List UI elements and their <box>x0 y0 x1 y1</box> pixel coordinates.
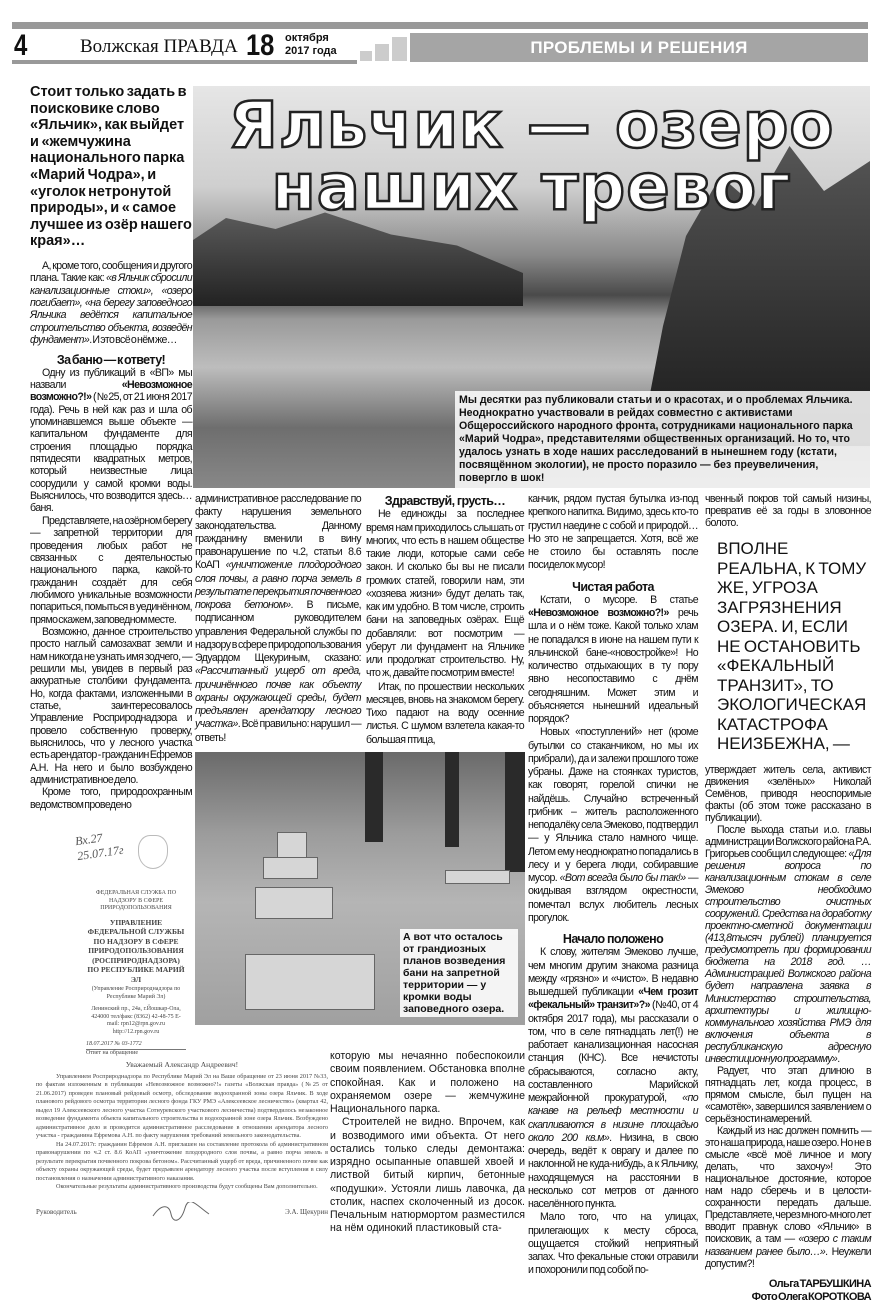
header-rule <box>12 22 868 29</box>
text-run: (№25, от 21 июня 2017 года). Речь в ней как раз и шла об упоминавшемся выше объекте — капитальном фундаменте для строения площадью порядка пятидесяти квадратных метров, который неизвестные лица соорудили у самой кромки воды. Выяснилось, что возводится здесь… баня. <box>30 391 192 515</box>
text-run: Итак, по прошествии нескольких месяцев, вновь на знакомом берегу. Тихо падают на воду осенние листья. С шумом взлетела какая-то большая птица, <box>366 680 524 746</box>
article-title-line-1: Яльчик — озеро <box>228 89 835 163</box>
paragraph <box>30 515 192 626</box>
paragraph <box>330 1050 525 1116</box>
text-run: чвенный покров той самый низины, превратив её за годы в зловонное болото. <box>705 493 871 530</box>
paragraph <box>528 594 698 727</box>
text-run: Чистая работа <box>572 579 654 594</box>
column-3 <box>366 487 524 747</box>
foundation-photo <box>195 752 525 1025</box>
paragraph <box>528 946 698 1211</box>
paragraph <box>366 681 524 747</box>
issue-day: 18 <box>246 29 275 62</box>
paragraph <box>705 1125 871 1270</box>
issue-month: октября <box>285 32 329 44</box>
text-run: утверждает житель села, активист движения «зелёных» Николай Семёнов, приводя неоспоримые факты (об этом тоже рассказано в публикации). <box>705 763 871 824</box>
paragraph <box>195 493 361 745</box>
letter-body <box>36 1061 328 1224</box>
photo-credit: Фото Олега КОРОТКОВА <box>751 1290 871 1303</box>
photo2-caption: А вот что осталось от грандиозных планов возведения бани на запретной территории — у кромки воды заповедного озера. <box>400 929 518 1017</box>
text-run: Возможно, данное строительство просто наглый самозахват земли и нам никогда не узнать имя зодчего, — решили мы, увидев в первый раз аккуратные столбики фундамента. Но, когда фактами, изложенными в статье, заинтересовалось Управление Росприроднадзора и провело собственную проверку, выяснилось, что у лесного участка есть арендатор - гражданин Ефремов А.Н. На него и было возбуждено административное дело. <box>30 625 192 787</box>
subheading <box>528 933 698 946</box>
text-run: которую мы нечаянно побеспокоили своим появлением. Обстановка вполне спокойная. Как и положено на охраняемом озере — жемчужине Национального парка. <box>330 1050 525 1115</box>
decorative-step <box>360 51 372 61</box>
column-1-wrapper <box>30 84 192 811</box>
paragraph <box>528 1211 698 1277</box>
text-run: «Чем грозит «фекальный» транзит»?» <box>528 986 698 1012</box>
text-run: . Низина, в свою очередь, ведёт к оврагу и далее по наклонной не куда-нибудь, а к Яльчику, находящемуся на расстоянии в несколько сот метров от данного населённого пункта. <box>528 1131 698 1210</box>
paragraph <box>528 493 698 573</box>
text-run: «Невозможное возможно?!» <box>30 379 192 404</box>
text-run: Не единожды за последнее время нам приходилось слышать от многих, что есть в нашем обществе такие люди, которые сами себе закон. И сколько бы вы не писали громких статей, говорили нам, эти «хозяева жизни» будут делать так, как им удобно. В том числе, строить бани на заповедных озёрах. Ещё добавляли: вот посмотрим — уберут ли фундамент на Яльчике или продолжат строительство. Ну, что ж, давайте посмотрим вместе! <box>366 508 524 680</box>
signature-mark <box>151 1202 211 1224</box>
text-run: Мало того, что на улицах, прилегающих к месту сброса, ощущается стойкий неприятный запах. Что фекальные стоки отравили и похоронили под собой по- <box>528 1211 698 1277</box>
text-run: Здравствуй, грусть… <box>384 494 506 508</box>
paragraph <box>30 260 192 346</box>
foundation-block <box>255 887 333 919</box>
tree-trunk <box>505 752 525 872</box>
page-number: 4 <box>14 29 28 62</box>
text-run: А, кроме того, сообщения и другого плана. Такие как: <box>30 259 192 285</box>
text-run: речь шла и о нём тоже. Какой только хлам не попадался в июне на нашем пути к яльчинской бане-«новостройке»! Но количество отдыхающих в ту пору явно несопоставимо с днём сегодняшним. Может этим и объясняется нынешний идеальный порядок? <box>528 607 698 725</box>
letter-signer: Э.А. Щекурин <box>285 1208 328 1217</box>
letter-paragraph: На 24.07.2017г. гражданин Ефремов А.Н. приглашен на составление протокола об административном правонарушении по ч.2 ст. 8.6 КоАП «уничтожение плодородного слоя почвы, а равно порча земель в результате перекрытия почвенного покрова бетоном». Рассчитанный ущерб от вреда, причиненного почве как объекту охраны окружающей среды, будет предъявлен арендатору лесного участка после вступления в силу постановления о назначении административного наказания. <box>36 1140 328 1182</box>
paragraph <box>30 367 192 515</box>
letter-greeting: Уважаемый Александр Андреевич! <box>125 1060 239 1069</box>
issue-year: 2017 года <box>285 45 337 57</box>
issue-month-year <box>285 32 337 58</box>
byline <box>705 1278 871 1304</box>
subheading <box>366 495 524 508</box>
paragraph <box>705 764 871 824</box>
newspaper-name: Волжская ПРАВДА <box>80 36 238 57</box>
text-run: Одну из публикаций в «ВП» мы назвали <box>30 366 192 392</box>
handwritten-note: Вх.27 25.07.17г <box>74 830 125 864</box>
paragraph <box>330 1116 525 1235</box>
paragraph <box>528 726 698 925</box>
text-run: После выхода статьи и.о. главы администрации Волжского района Р.А. Григорьев сообщил следующее: <box>705 823 871 860</box>
text-run: Представляете, на озёрном берегу — запретной территории для проведения любых работ не связанных с деятельностью национального парка, какой-то гражданин создаёт для себя любимого уникальные возможности попариться, помыться в уединённом, прямо скажем, заповедном месте. <box>30 514 192 626</box>
text-run: Каждый из нас должен помнить — это наша природа, наше озеро. Но не в смысле «всё моё личное и могу делать, что захочу»! Это национальное достояние, которое нам надо сберечь и в целости-сохранности передать дальше. Представляете, через много-много лет вводит правнук слово «Яльчик» в поисковик, а там — <box>705 1125 871 1246</box>
paragraph <box>366 508 524 680</box>
text-run: «озеро с таким названием ранее было…» <box>705 1233 871 1258</box>
letter-agency-short: (Управление Росприроднадзора по Республике Марий Эл) <box>91 986 181 1000</box>
column-3-continued <box>330 1050 525 1236</box>
paragraph <box>30 626 192 786</box>
header-rule-bottom <box>12 60 357 64</box>
letter-paragraph: Окончательные результаты административного производства будут сообщены Вам дополнительно. <box>56 1183 318 1190</box>
text-run: . Неужели допустим?! <box>705 1245 871 1270</box>
paragraph <box>705 824 871 1065</box>
letter-paragraph: Управлением Росприроднадзора по Республике Марий Эл на Ваше обращение от 23 июня 2017 №33, по фактам изложенным в публикации «Невозможное возможно?!» газеты «Волжская правда» (№25 от 21.06.2017) проведен плановый рейдовый осмотр, обследование водоохранной зоны озера Яльчик. В ходе планового рейдового осмотра территории лесного фонда ГКУ РМЭ «Алексеевское лесничество» (квартал 42, выдел 19 Алексеевского лесного участка Сотнуревского участкового лесничества) подтвердилось незаконное возведение фундамента объекта капитального строительства в водоохранной зоне озера Яльчик. Возбуждено административное дело и проводится административное расследование в отношении арендатора лесного участка - гражданина Ефремова А.Н. по факту нарушения требований земельного законодательства. <box>36 1072 328 1139</box>
text-run: административное расследование по факту нарушения земельного законодательства. Данному гражданину вменили в вину правонарушение по ч.2, статьи 8.6 КоАП <box>195 493 361 572</box>
text-run: «Невозможное возможно?!» <box>528 607 669 619</box>
text-run: Начало положено <box>562 932 664 946</box>
author-name: Ольга ТАРБУШКИНА <box>768 1277 871 1290</box>
letter-position: Руководитель <box>36 1208 77 1217</box>
text-run: . В письме, подписанном руководителем управления Федеральной службы по надзору в сфере природопользования Эдуардом Щекуриным, сказано: <box>195 599 361 664</box>
text-run: (№40, от 4 октября 2017 года), мы рассказали о том, что в селе пятнадцать лет(!) не работает канализационная насосная станция (КНС). Все нечистоты сбрасываются, согласно акту, составленного Марийской межрайонной прокуратурой, <box>528 999 698 1104</box>
tree-trunk <box>445 752 459 847</box>
emblem-icon <box>138 835 168 869</box>
text-run: Строителей не видно. Впрочем, как и возводимого ими объекта. От него остались только следы демонтажа: изрядно осыпанные опавшей хвоей и листвой битый кирпич, бетонные «подушки». Устояли лишь лавочка, да столик, наспех сколоченный из досок. Печальным натюрмортом разместился на нём одинокий пластиковый ста- <box>330 1116 525 1235</box>
text-run: «уничтожение плодородного слоя почвы, а равно порча земель в результате перекрытия почвенного покрова бетоном» <box>195 559 361 611</box>
text-run: За баню — к ответу! <box>56 353 166 368</box>
text-run: . И это всё о нём же… <box>89 334 177 346</box>
foundation-block <box>245 954 375 1010</box>
decorative-step <box>392 37 407 61</box>
text-run: «Вот всегда было бы так!» <box>559 872 686 884</box>
text-run: «по канаве на рельеф местности и скапливаются в низине площадью около 200 кв.м» <box>528 1092 698 1144</box>
article-title-line-2: наших тревог <box>271 151 792 225</box>
text-run: . Всё правильно: нарушил — ответь! <box>195 718 361 744</box>
text-run: . <box>837 1052 840 1065</box>
column-5 <box>705 493 871 1270</box>
text-run: «в Яльчик сбросили канализационные стоки», «озеро погибает», «на берегу заповедного Яльчика ведётся капитальное строительство объекта, возведён фундамент» <box>30 272 192 346</box>
letter-agency: УПРАВЛЕНИЕ ФЕДЕРАЛЬНОЙ СЛУЖБЫ ПО НАДЗОРУ В СФЕРЕ ПРИРОДОПОЛЬЗОВАНИЯ (РОСПРИРОДНАДЗОРА) ПО РЕСПУБЛИКЕ МАРИЙ ЭЛ <box>87 917 185 984</box>
decorative-step <box>375 44 389 61</box>
photo-caption: Мы десятки раз публиковали статьи и о красотах, и о проблемах Яльчика. Неоднократно участвовали в рейдах совместно с активистами Общероссийского народного фронта, сотрудниками национального парка «Марий Чодра», представителями общественных организаций. Но то, что удалось узнать в ходе наших расследований в нынешнем году (кстати, посвящённом экологии), не просто поразило — без преувеличения, повергло в шок! <box>455 391 870 488</box>
text-run: Кроме того, природоохранным ведомством проведено <box>30 786 192 811</box>
text-run: «Рассчитанный ущерб от вреда, причинённого почве как объекту охраны окружающей среды, будет предъявлен арендатору лесного участка» <box>195 665 361 731</box>
column-2 <box>195 493 361 745</box>
letter-agency-top: ФЕДЕРАЛЬНАЯ СЛУЖБА ПО НАДЗОРУ В СФЕРЕ ПРИРОДОПОЛЬЗОВАНИЯ <box>95 890 177 911</box>
column-4 <box>528 493 698 1278</box>
letter-ref: 18.07.2017 № 03-1772 <box>86 1041 186 1050</box>
letter-signature-row <box>36 1202 328 1224</box>
text-run: Радует, что этап длиною в пятнадцать лет, когда процесс, в прямом смысле, был пущен на «самотёк», завершился заявлением о серьёзности намерений. <box>705 1064 871 1125</box>
text-run: Кстати, о мусоре. В статье <box>540 593 698 606</box>
text-run: ВПОЛНЕ РЕАЛЬНА, К ТОМУ ЖЕ, УГРОЗА ЗАГРЯЗНЕНИЯ ОЗЕРА. И, ЕСЛИ НЕ ОСТАНОВИТЬ «ФЕКАЛЬНЫЙ ТРАНЗИТ», ТО ЭКОЛОГИЧЕСКАЯ КАТАСТРОФА НЕИЗБЕЖНА, — <box>717 539 867 754</box>
text-run: — окидывая взглядом окрестности, помечтал вслух любитель лесных прогулок. <box>528 872 698 924</box>
paragraph <box>705 493 871 529</box>
letter-address: Ленинский пр., 24а, г.Йошкар-Ола, 424000 тел/факс (8362) 42-48-75 E-mail: rpn12@rpn.gov.ru http://12.rpn.gov.ru <box>91 1006 181 1035</box>
paragraph <box>30 786 192 811</box>
text-run: Новых «поступлений» нет (кроме бутылки со стаканчиком, но мы их прибрали), да и залежи прошлого тоже убраны. Даже на стоянках туристов, как говорят, горелой спички не найдёшь. Случайно встреченный грибник – житель расположенного неподалёку села Эмеково, подтвердил — у Яльчика стало намного чище. Летом ему неоднократно попадались в лесу и у берега люди, собиравшие мусор. <box>528 726 698 884</box>
text-run: канчик, рядом пустая бутылка из-под крепкого напитка. Видимо, здесь кто-то грустил наедине с собой и природой… Но это не запрещается. Хотя, всё же не стоило бы оставлять после посиделок мусор! <box>528 493 698 572</box>
text-run: К слову, жителям Эмеково лучше, чем многим другим знакома разница между «грязно» и «чисто». В недавно вышедшей публикации <box>528 946 698 998</box>
section-banner: ПРОБЛЕМЫ И РЕШЕНИЯ <box>410 33 868 62</box>
text-run: «Для решения вопроса по канализационным стокам в селе Эмеково необходимо строительство очистных сооружений. Средства на доработку проектно-сметной документации (413,8тысяч рублей) планируется предусмотреть при формировании бюджета на 2018 год. …Администрацией Волжского района будет направлена заявка в Министерство строительства, архитектуры и жилищно-коммунального хозяйства РМЭ для включения объекта в республиканскую адресную инвестиционную программу» <box>705 847 871 1065</box>
pull-quote <box>717 539 871 754</box>
letter-reply: Ответ на обращение <box>86 1049 138 1056</box>
article-lead: Стоит только задать в поисковике слово «Яльчик», как выйдет и «жемчужина национального парка «Марий Чодра», и «уголок нетронутой природы», и « самое лучшее из озёр нашего края»… <box>30 84 192 250</box>
column-5-wrapper <box>705 493 871 1304</box>
tree-trunk <box>365 752 383 842</box>
subheading <box>528 581 698 594</box>
letter-letterhead <box>86 890 186 1057</box>
foundation-block <box>263 857 318 879</box>
column-1 <box>30 260 192 811</box>
subheading <box>30 354 192 366</box>
paragraph <box>705 1065 871 1125</box>
foundation-block <box>445 870 510 884</box>
